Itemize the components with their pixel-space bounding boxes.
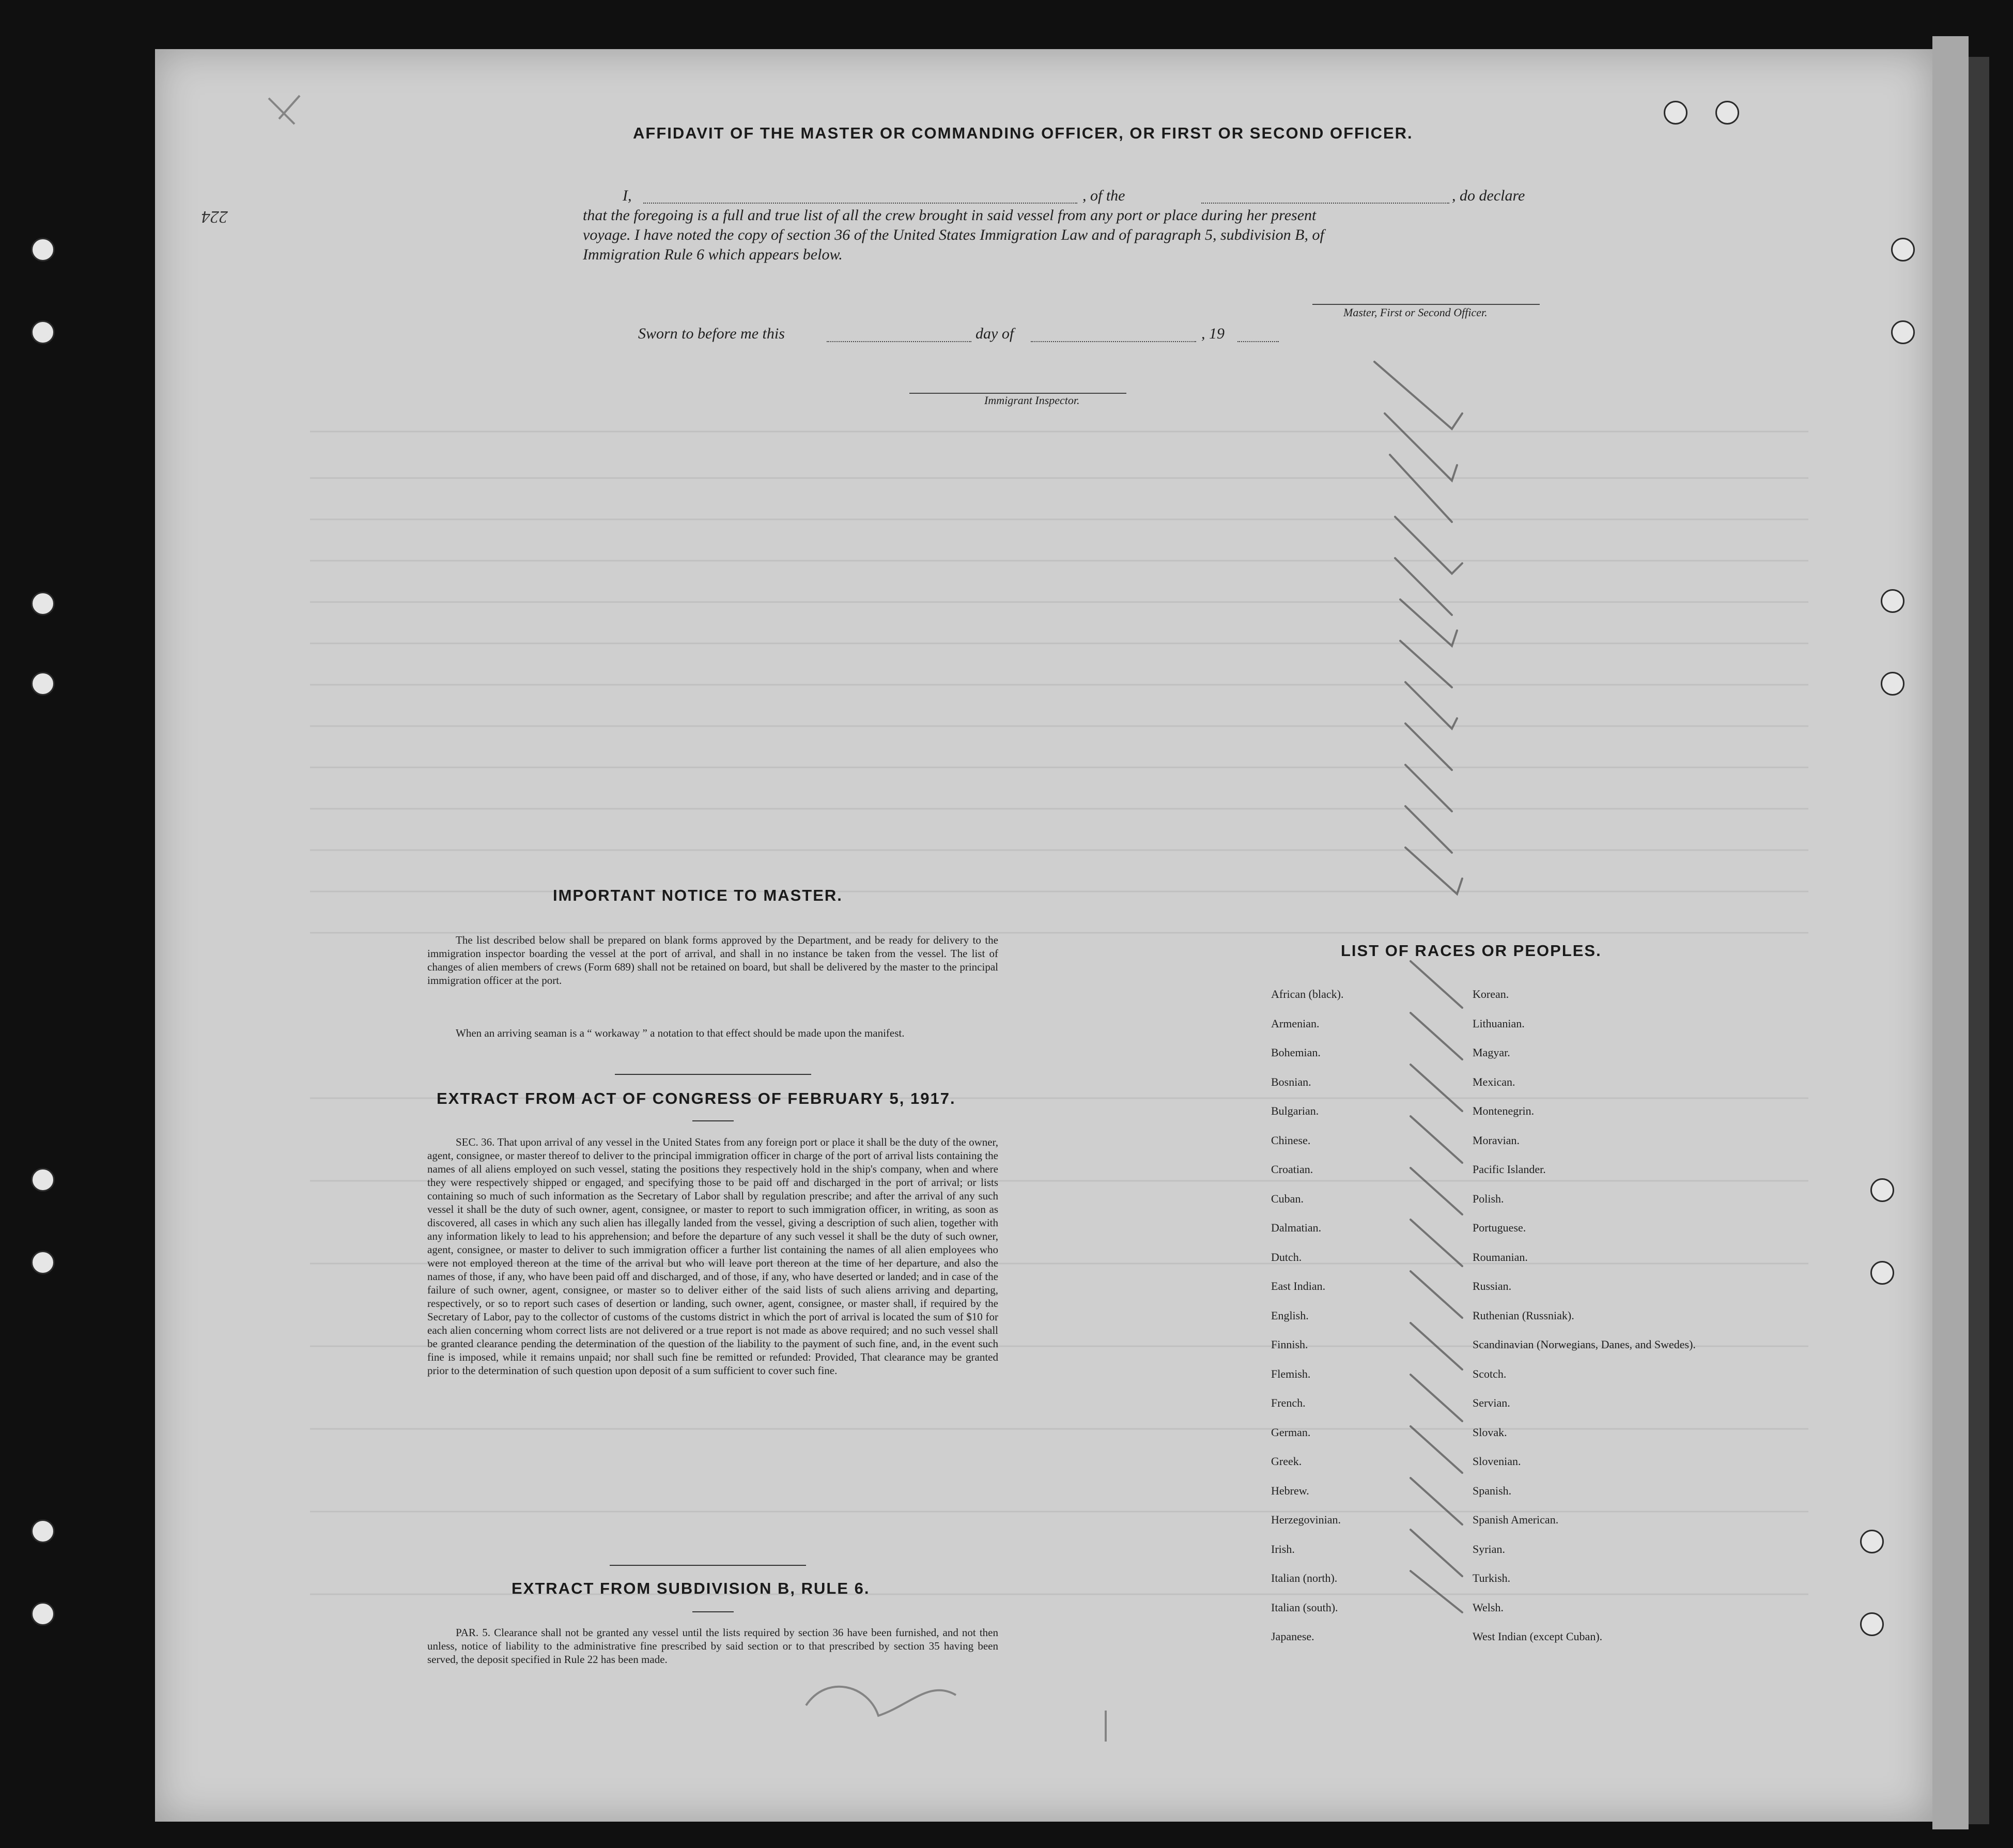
race-item: Armenian.	[1271, 1017, 1320, 1030]
sworn-day-of: day of	[975, 325, 1014, 342]
race-item: Chinese.	[1271, 1133, 1311, 1147]
race-item: Turkish.	[1473, 1572, 1511, 1584]
race-item: Bosnian.	[1271, 1075, 1311, 1088]
margin-number: 224	[202, 207, 228, 226]
race-item: Portuguese.	[1473, 1221, 1526, 1234]
race-item: Croatian.	[1271, 1163, 1313, 1176]
race-item: Moravian.	[1473, 1133, 1520, 1147]
race-item: Roumanian.	[1473, 1250, 1528, 1264]
race-item: Magyar.	[1473, 1046, 1510, 1059]
extract-act-title: EXTRACT FROM ACT OF CONGRESS OF FEBRUARY 5, 1917.	[437, 1089, 956, 1107]
race-item: Syrian.	[1473, 1542, 1505, 1556]
race-item: English.	[1271, 1308, 1309, 1322]
race-item: Pacific Islander.	[1473, 1163, 1546, 1176]
race-item: West Indian (except Cuban).	[1473, 1630, 1603, 1643]
affidavit-declare: , do declare	[1452, 187, 1525, 204]
extract-rule-text: PAR. 5. Clearance shall not be granted any vessel until the lists required by section 36 have been furnished, and not then unless, notice of liability to the administrative fine prescribed by said section or to that prescribed by section 35 having been served, the deposit specified in Rule 22 has been made.	[427, 1626, 998, 1666]
race-item: Polish.	[1473, 1192, 1504, 1205]
inspector-label: Immigrant Inspector.	[984, 394, 1080, 407]
race-item: Dutch.	[1271, 1250, 1302, 1264]
race-item: Slovenian.	[1473, 1455, 1521, 1468]
notice-paragraph-1: The list described below shall be prepared on blank forms approved by the Department, and be ready for delivery to the immigration inspector boarding the vessel at the port of arrival, and shall in no instance be taken from the vessel. The list of changes of alien members of crews (Form 689) shall not be retained on board, but shall be delivered by the master to the principal immigration officer at the port.	[427, 934, 998, 987]
race-item: French.	[1271, 1396, 1306, 1409]
race-item: East Indian.	[1271, 1280, 1326, 1292]
affidavit-line-3: voyage. I have noted the copy of section 36 of the United States Immigration Law and of paragraph 5, subdivision B, of	[583, 226, 1324, 243]
race-item: Mexican.	[1473, 1075, 1515, 1088]
race-item: Korean.	[1473, 988, 1509, 1000]
race-item: Slovak.	[1473, 1425, 1507, 1439]
race-item: German.	[1271, 1425, 1311, 1439]
race-item: Japanese.	[1271, 1630, 1314, 1643]
race-item: Italian (south).	[1271, 1600, 1338, 1614]
race-item: African (black).	[1271, 988, 1344, 1000]
race-item: Scotch.	[1473, 1367, 1507, 1380]
extract-rule-title: EXTRACT FROM SUBDIVISION B, RULE 6.	[512, 1579, 870, 1597]
race-item: Welsh.	[1473, 1600, 1504, 1614]
race-item: Cuban.	[1271, 1192, 1304, 1205]
notice-paragraph-2: When an arriving seaman is a “ workaway ” a notation to that effect should be made upon the manifest.	[456, 1027, 905, 1039]
race-item: Servian.	[1473, 1396, 1510, 1409]
race-item: Hebrew.	[1271, 1484, 1309, 1497]
race-item: Italian (north).	[1271, 1572, 1338, 1584]
race-item: Flemish.	[1271, 1367, 1311, 1380]
extract-act-text: SEC. 36. That upon arrival of any vessel in the United States from any foreign port or place it shall be the duty of the owner, agent, consignee, or master thereof to deliver to the principal immigration officer in charge of the port of arrival lists containing the names of all aliens employed on such vessel, stating the positions they respectively hold in the ship's company, when and where they were respectively shipped or engaged, and specifying those to be paid off and discharged in the port of arrival; or lists containing so much of such information as the Secretary of Labor shall by regulation prescribe; and after the arrival of any such vessel it shall be the duty of such owner, agent, consignee, or master to report to such immigration officer, in writing, as soon as discovered, all cases in which any such alien has illegally landed from the vessel, giving a description of such alien, together with any information likely to lead to his apprehension; and before the departure of any such vessel it shall be the duty of such owner, agent, consignee, or master to deliver to such immigration officer a further list containing the names of all alien employees who were not employed thereon at the time of the arrival but who will leave port thereon at the time of her departure, and also the names of those, if any, who have been paid off and discharged, and of those, if any, who have deserted or landed; and in case of the failure of such owner, agent, consignee, or master so to deliver either of the said lists of such aliens arriving and departing, respectively, or so to report such cases of desertion or landing, such owner, agent, consignee, or master shall, if required by the Secretary of Labor, pay to the collector of customs of the customs district in which the port of arrival is located the sum of $10 for each alien concerning whom correct lists are not delivered or a true report is not made as above required; and no such vessel shall be granted clearance pending the determination of the question of the liability to the payment of such fine, and, in the event such fine is imposed, while it remains unpaid; nor shall such fine be remitted or refunded: Provided, That clearance may be granted prior to the determination of such question upon deposit of a sum sufficient to cover such fine.	[427, 1136, 998, 1377]
race-item: Lithuanian.	[1473, 1017, 1525, 1030]
affidavit-title: AFFIDAVIT OF THE MASTER OR COMMANDING OFFICER, OR FIRST OR SECOND OFFICER.	[633, 124, 1413, 142]
affidavit-of-the: , of the	[1082, 187, 1125, 204]
race-item: Spanish.	[1473, 1484, 1512, 1497]
notice-title: IMPORTANT NOTICE TO MASTER.	[553, 886, 843, 904]
race-item: Spanish American.	[1473, 1513, 1559, 1526]
race-item: Ruthenian (Russniak).	[1473, 1308, 1574, 1322]
affidavit-line-4: Immigration Rule 6 which appears below.	[583, 246, 843, 263]
race-item: Scandinavian (Norwegians, Danes, and Swedes).	[1473, 1338, 1696, 1351]
affidavit-i: I,	[623, 187, 632, 204]
races-title: LIST OF RACES OR PEOPLES.	[1341, 942, 1602, 960]
race-item: Russian.	[1473, 1280, 1512, 1292]
race-item: Irish.	[1271, 1542, 1295, 1556]
race-item: Montenegrin.	[1473, 1104, 1535, 1117]
sworn-prefix: Sworn to before me this	[638, 325, 785, 342]
race-item: Herzegovinian.	[1271, 1513, 1341, 1526]
race-item: Dalmatian.	[1271, 1221, 1322, 1234]
race-item: Finnish.	[1271, 1338, 1308, 1351]
race-item: Bohemian.	[1271, 1046, 1321, 1059]
sworn-year: , 19	[1201, 325, 1225, 342]
master-signature-label: Master, First or Second Officer.	[1343, 306, 1488, 319]
race-item: Bulgarian.	[1271, 1104, 1319, 1117]
affidavit-line-2: that the foregoing is a full and true list of all the crew brought in said vessel from any port or place during her present	[583, 207, 1317, 224]
race-item: Greek.	[1271, 1455, 1302, 1468]
